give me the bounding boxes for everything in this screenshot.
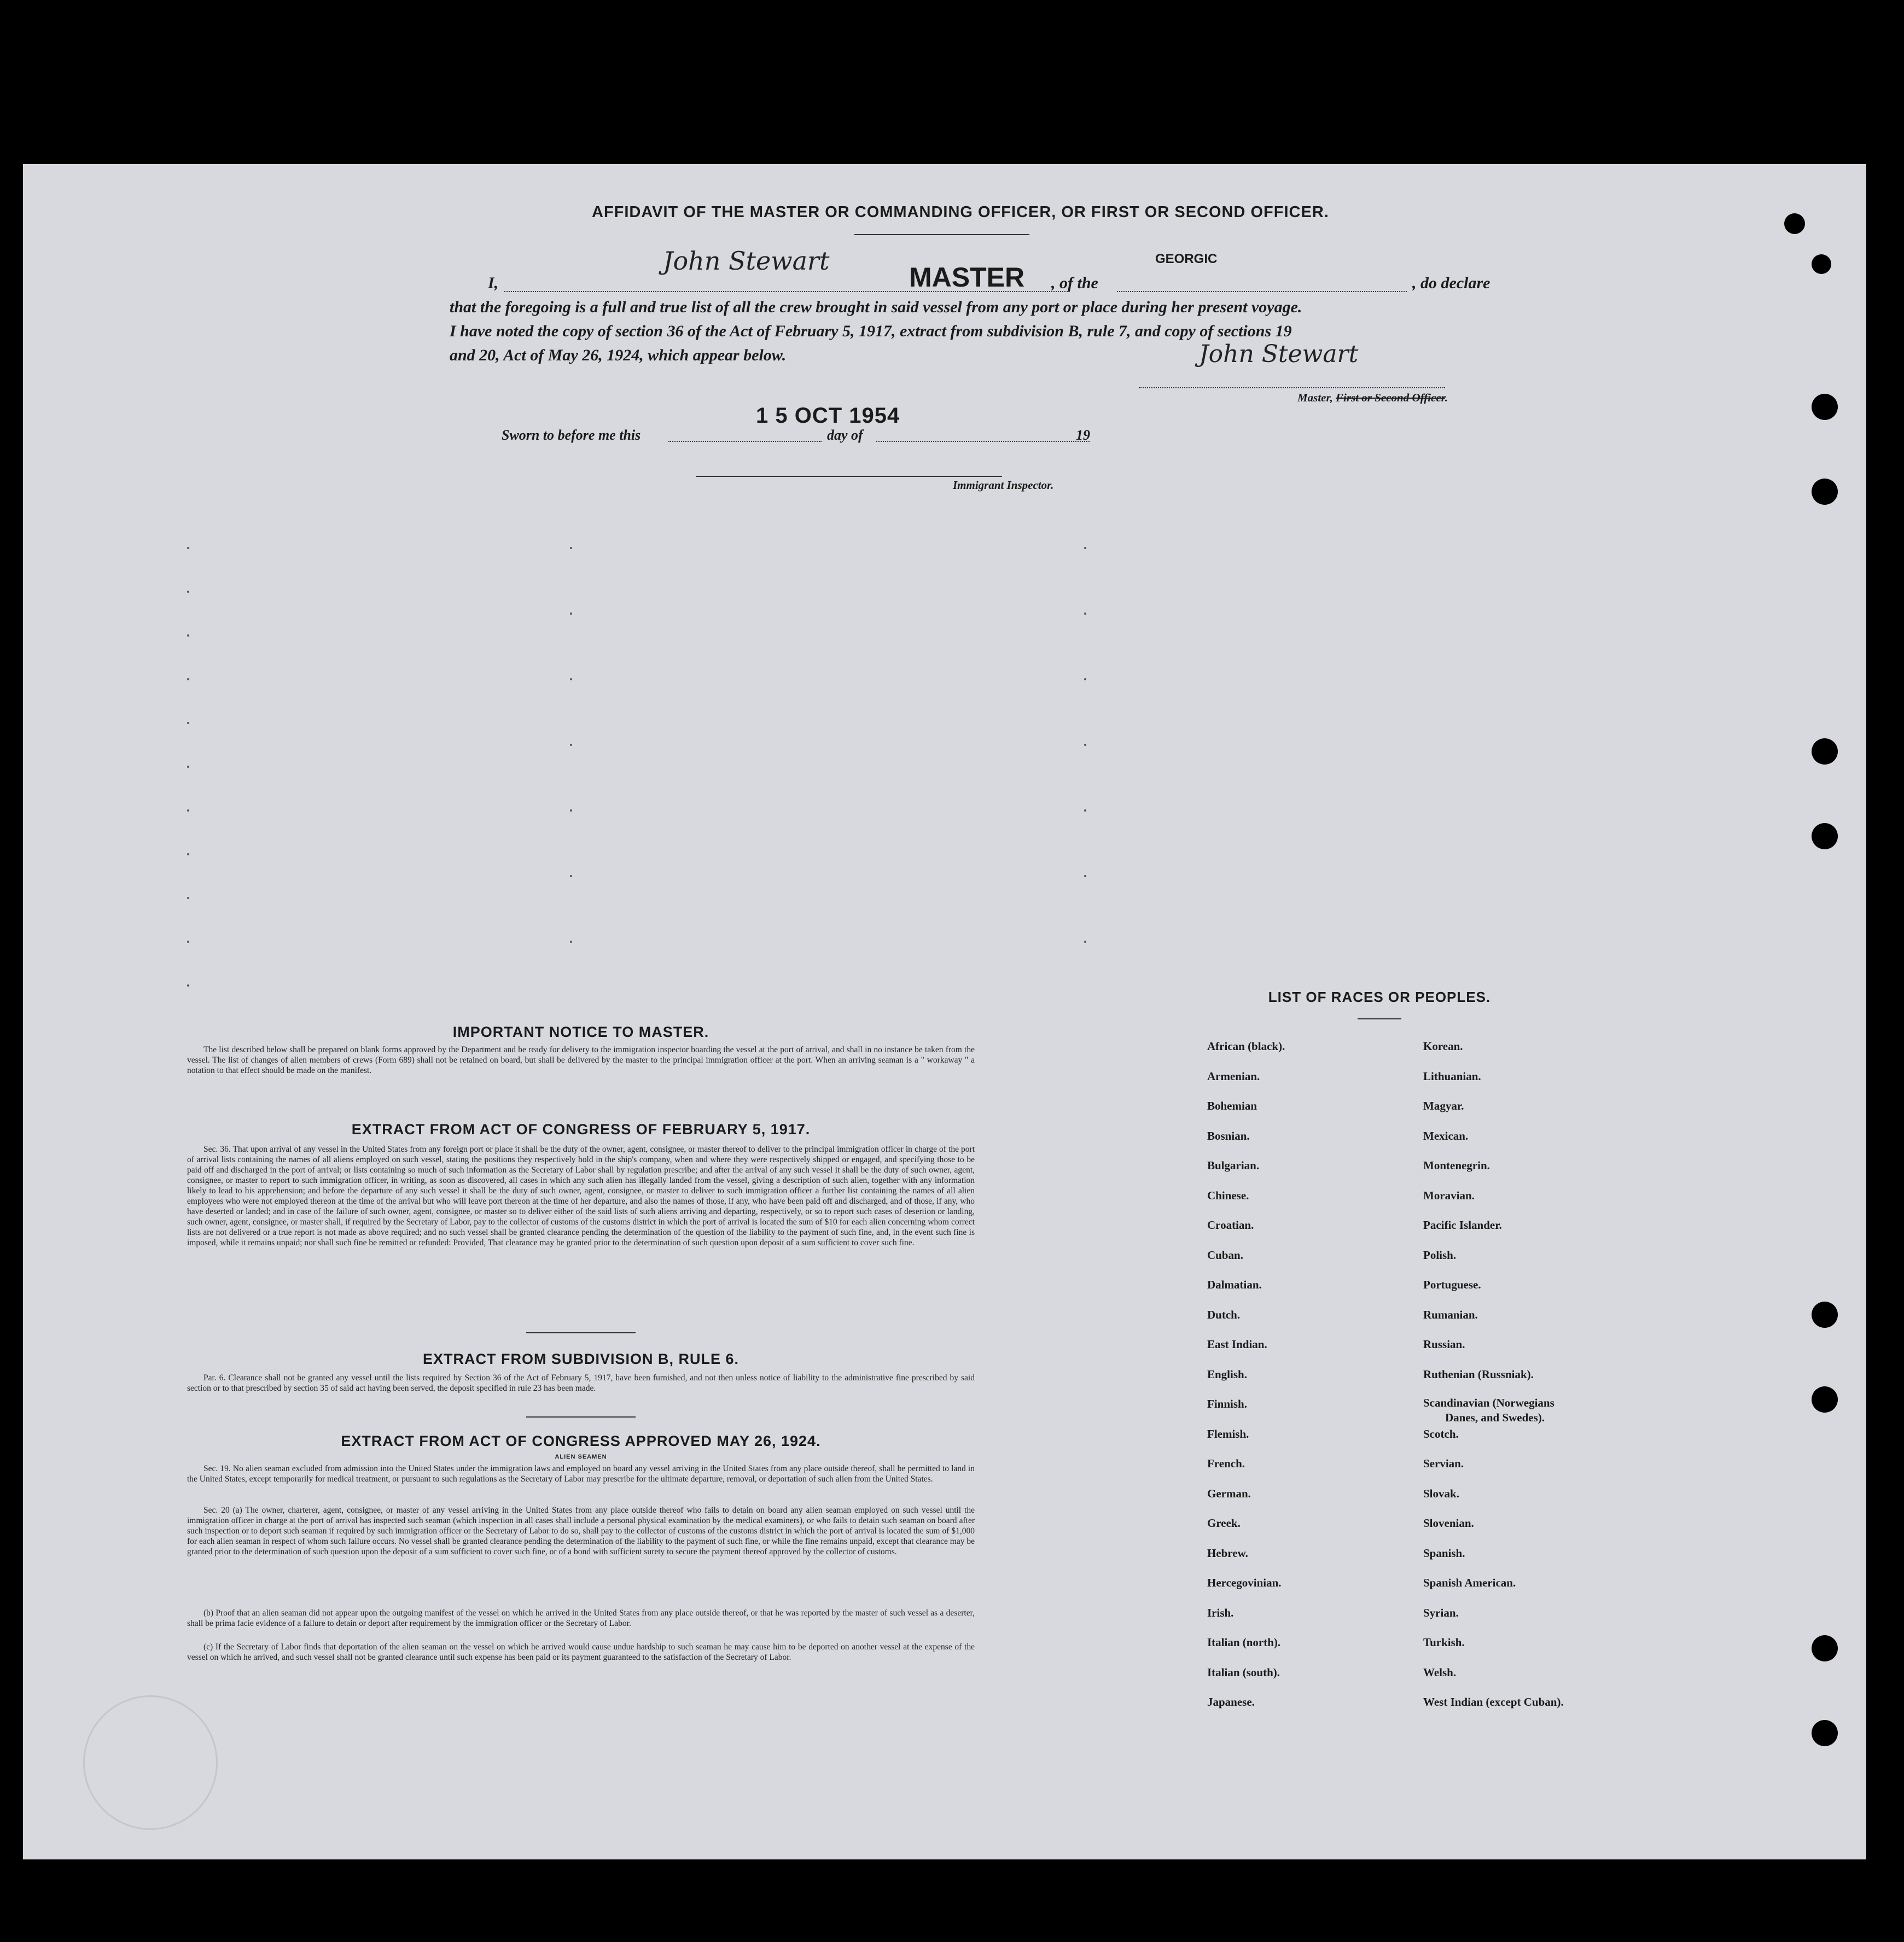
subdivision-b-body: Par. 6. Clearance shall not be granted any vessel until the lists required by Section 36 of the Act of February 5, 1917, have been furnished, and not then unless notice of liability to the administrative fine prescribed by said section or to that prescribed by section 35 of said act having been served, the deposit specified in rule 23 has been made.: [187, 1373, 975, 1393]
race-item: Ruthenian (Russniak).: [1423, 1367, 1534, 1381]
extract-1917-body: Sec. 36. That upon arrival of any vessel in the United States from any foreign port or place it shall be the duty of the owner, agent, consignee, or master thereof to deliver to the principal immigration officer in charge of the port of arrival lists containing the names of all aliens employed on such vessel, stating the positions they respectively hold in the ship's company, when and where they were respectively shipped or engaged, and specifying those to be paid off and discharged in the port of arrival; or lists containing so much of such information as the Secretary of Labor shall by regulation prescribe; and after the arrival of any such vessel it shall be the duty of such owner, agent, consignee, or master to report to such immigration officer, in writing, as soon as discovered, all cases in which any such alien has illegally landed from the vessel, giving a description of such alien, together with any information likely to lead to his apprehension; and before the departure of any such vessel it shall be the duty of such owner, agent, consignee, or master to deliver to such immigration officer a further list containing the names of all alien employees who were not employed thereon at the time of the arrival but who will leave port thereon at the time of her departure, and also the names of those, if any, who have been paid off and discharged, and of those, if any, who have deserted or landed; and in case of the failure of such owner, agent, consignee, or master so to deliver either of the said lists of such aliens arriving and departing, respectively, or so to report such cases of desertion or landing, such owner, agent, consignee, or master shall, if required by the Secretary of Labor, pay to the collector of customs of the customs district in which the port of arrival is located the sum of $10 for each alien concerning whom correct lists are not delivered or a true report is not made as above required; and no such vessel shall be granted clearance pending the determination of the question of the liability to the payment of such fine, and, in the event such fine is imposed, while it remains unpaid; nor shall such fine be remitted or refunded: Provided, That clearance may be granted prior to the determination of such question upon deposit of a sum sufficient to cover such fine.: [187, 1145, 975, 1247]
race-item: Syrian.: [1423, 1606, 1459, 1619]
ghost-mark: [570, 809, 572, 812]
inspector-caption: Immigrant Inspector.: [953, 479, 1054, 492]
extract-1924-title: EXTRACT FROM ACT OF CONGRESS APPROVED MAY 26, 1924.: [341, 1433, 821, 1449]
race-item: Croatian.: [1207, 1218, 1254, 1232]
race-item: French.: [1207, 1457, 1245, 1470]
ghost-mark: [570, 678, 572, 680]
caption-period: .: [1445, 391, 1448, 404]
race-item: Mexican.: [1423, 1129, 1469, 1142]
ghost-mark: [1084, 809, 1086, 812]
extract-1924-sec20a: Sec. 20 (a) The owner, charterer, agent, consignee, or master of any vessel arriving in the United States from any place outside thereof who fails to detain on board any alien seaman employed on such vessel until the immigration officer in charge at the port of arrival has inspected such seaman (which inspection in all cases shall include a personal physical examination by the medical examiners), or who fails to detain such seaman on board after such inspection or to deport such seaman if required by such immigration officer or the Secretary of Labor to do so, shall pay to the collector of customs of the customs district in which the port of arrival is located the sum of $1,000 for each alien seaman in respect of whom such failure occurs. No vessel shall be granted clearance pending the determination of the liability to the payment of such fine, or while the fine remains unpaid, except that clearance may be granted prior to the determination of such question upon the deposit of a sum sufficient to cover such fine, or of a bond with sufficient surety to secure the payment thereof approved by the collector of customs.: [187, 1506, 975, 1556]
race-item: Portuguese.: [1423, 1278, 1481, 1291]
ghost-mark: [570, 875, 572, 877]
ghost-mark: [1084, 613, 1086, 615]
ghost-mark: [1084, 547, 1086, 549]
race-item: Polish.: [1423, 1248, 1457, 1262]
extract-1924-sec20b: (b) Proof that an alien seaman did not appear upon the outgoing manifest of the vessel on which he arrived in the United States from any place outside thereof, or that he was reported by the master of such vessel as a deserter, shall be prima facie evidence of a failure to detain or deport after requirement by the immigration officer or the Secretary of Labor.: [187, 1608, 975, 1628]
race-item: Turkish.: [1423, 1636, 1465, 1649]
race-item: Magyar.: [1423, 1099, 1464, 1112]
ghost-mark: [187, 634, 189, 637]
race-item: Armenian.: [1207, 1069, 1260, 1083]
of-the-text: , of the: [1051, 274, 1098, 292]
binder-hole: [1812, 1386, 1838, 1413]
ghost-mark: [187, 591, 189, 593]
binder-hole: [1812, 1635, 1838, 1661]
ghost-mark: [187, 897, 189, 899]
race-item: Dutch.: [1207, 1308, 1241, 1321]
race-item: Italian (north).: [1207, 1636, 1281, 1649]
race-item: Cuban.: [1207, 1248, 1243, 1262]
race-item: Pacific Islander.: [1423, 1218, 1502, 1232]
race-item: Bohemian: [1207, 1099, 1257, 1112]
races-right-column: [1423, 1039, 1564, 1725]
binder-hole: [1812, 823, 1838, 849]
race-item: Finnish.: [1207, 1397, 1247, 1410]
sworn-prefix: Sworn to before me this: [502, 427, 641, 443]
race-item: Bosnian.: [1207, 1129, 1250, 1142]
race-item: Scandinavian (Norwegians: [1423, 1396, 1554, 1409]
race-item: Dalmatian.: [1207, 1278, 1262, 1291]
faint-seal: [83, 1695, 218, 1830]
binder-hole: [1812, 738, 1838, 765]
race-item: Scotch.: [1423, 1427, 1459, 1441]
notice-body: The list described below shall be prepared on blank forms approved by the Department and be ready for delivery to the immigration inspector boarding the vessel at the port of arrival, and shall in no instance be taken from the vessel. The list of changes of alien members of crews (Form 689) shall not be retained on board, but shall be delivered by the master to the principal immigration officer at the port. When an arriving seaman is a " workaway " a notation to that effect should be made on the manifest.: [187, 1045, 975, 1075]
race-item: Irish.: [1207, 1606, 1234, 1619]
race-item: Italian (south).: [1207, 1665, 1280, 1679]
race-item: Korean.: [1423, 1040, 1463, 1053]
ghost-mark: [187, 766, 189, 768]
extract-1924-subtitle: ALIEN SEAMEN: [555, 1454, 607, 1460]
declaration-pronoun: I,: [488, 274, 499, 292]
binder-hole: [1812, 254, 1831, 274]
ghost-mark: [187, 678, 189, 680]
ghost-mark: [1084, 678, 1086, 680]
race-item: West Indian (except Cuban).: [1423, 1695, 1564, 1708]
race-item: East Indian.: [1207, 1338, 1267, 1351]
extract-1917-title: EXTRACT FROM ACT OF CONGRESS OF FEBRUARY 5, 1917.: [351, 1121, 811, 1138]
vessel-line: [1117, 291, 1407, 292]
race-item: German.: [1207, 1486, 1251, 1500]
race-item: Russian.: [1423, 1338, 1465, 1351]
ghost-mark: [187, 809, 189, 812]
race-item: Slovak.: [1423, 1486, 1459, 1500]
affidavit-title: AFFIDAVIT OF THE MASTER OR COMMANDING OFFICER, OR FIRST OR SECOND OFFICER.: [592, 203, 1329, 221]
race-item: Spanish American.: [1423, 1576, 1516, 1589]
vessel-name: GEORGIC: [1155, 252, 1218, 266]
ghost-mark: [570, 941, 572, 943]
ghost-mark: [187, 941, 189, 943]
master-caption-label: Master,: [1297, 391, 1333, 404]
race-item: Slovenian.: [1423, 1517, 1474, 1530]
binder-hole: [1812, 1720, 1838, 1746]
inspector-line: [696, 476, 1002, 477]
race-item: Montenegrin.: [1423, 1159, 1490, 1172]
binder-hole: [1784, 213, 1805, 234]
extract-1924-sec19: Sec. 19. No alien seaman excluded from admission into the United States under the immigration laws and employed on board any vessel arriving in the United States from any place outside thereof, shall be permitted to land in the United States, except temporarily for medical treatment, or pursuant to such regulations as the Secretary of Labor may prescribe for the ultimate departure, removal, or deportation of such alien from the United States.: [187, 1464, 975, 1484]
sworn-year: 19: [1076, 427, 1090, 443]
date-stamp: 1 5 OCT 1954: [756, 404, 900, 428]
extract-1924-sec20c: (c) If the Secretary of Labor finds that deportation of the alien seaman on the vessel on which he arrived would cause undue hardship to such seaman he may cause him to be deported on another vessel at the expense of the vessel on which he arrived, and such vessel shall not be granted clearance until such expense has been paid or its payment guaranteed to the satisfaction of the Secretary of Labor.: [187, 1642, 975, 1662]
binder-hole: [1812, 1302, 1838, 1328]
sworn-day-of: day of: [827, 427, 863, 443]
declaration-line-3: I have noted the copy of section 36 of the Act of February 5, 1917, extract from subdivision B, rule 7, and copy of sections 19: [450, 322, 1292, 340]
ghost-mark: [570, 744, 572, 746]
race-item: Flemish.: [1207, 1427, 1249, 1441]
races-divider: [1358, 1018, 1401, 1019]
race-item: Rumanian.: [1423, 1308, 1478, 1321]
ghost-mark: [1084, 875, 1086, 877]
ghost-mark: [1084, 941, 1086, 943]
title-divider: [854, 234, 1029, 235]
race-item: Chinese.: [1207, 1188, 1249, 1202]
race-item: Welsh.: [1423, 1665, 1457, 1679]
signature-line: [1139, 387, 1445, 388]
struck-officer-text: First or Second Officer: [1336, 391, 1445, 404]
race-item: African (black).: [1207, 1040, 1285, 1053]
master-signature: John Stewart: [663, 246, 830, 276]
race-item: Bulgarian.: [1207, 1159, 1260, 1172]
binder-hole: [1812, 394, 1838, 420]
race-item: English.: [1207, 1367, 1247, 1381]
section-divider: [526, 1332, 636, 1333]
ghost-mark: [187, 984, 189, 987]
race-item: Spanish.: [1423, 1546, 1465, 1560]
declaration-line-4: and 20, Act of May 26, 1924, which appear below.: [450, 346, 787, 364]
ghost-mark: [187, 547, 189, 549]
do-declare-text: , do declare: [1412, 274, 1490, 292]
race-item-continuation: Danes, and Swedes).: [1445, 1411, 1545, 1424]
race-item: Hercegovinian.: [1207, 1576, 1282, 1589]
race-item: Japanese.: [1207, 1695, 1255, 1708]
sworn-month-line: [876, 441, 1090, 442]
ghost-mark: [570, 613, 572, 615]
ghost-mark: [187, 722, 189, 724]
ghost-mark: [570, 547, 572, 549]
ghost-mark: [187, 853, 189, 855]
subdivision-b-title: EXTRACT FROM SUBDIVISION B, RULE 6.: [422, 1351, 740, 1367]
section-divider: [526, 1416, 636, 1418]
race-item: Lithuanian.: [1423, 1069, 1481, 1083]
race-item: Greek.: [1207, 1517, 1241, 1530]
master-caption: [1297, 390, 1448, 405]
races-left-column: [1207, 1039, 1285, 1725]
sworn-day-line: [668, 441, 822, 442]
document-sheet: [23, 164, 1866, 1859]
master-signature-2: John Stewart: [1199, 340, 1359, 368]
notice-title: IMPORTANT NOTICE TO MASTER.: [452, 1024, 709, 1040]
race-item: Moravian.: [1423, 1188, 1475, 1202]
binder-hole: [1812, 479, 1838, 505]
ghost-mark: [1084, 744, 1086, 746]
race-item: Hebrew.: [1207, 1546, 1248, 1560]
declaration-line-2: that the foregoing is a full and true list of all the crew brought in said vessel from any port or place during her present voyage.: [450, 298, 1302, 316]
races-title: LIST OF RACES OR PEOPLES.: [1268, 989, 1491, 1005]
race-item: Servian.: [1423, 1457, 1464, 1470]
position-stamp: MASTER: [909, 262, 1025, 293]
